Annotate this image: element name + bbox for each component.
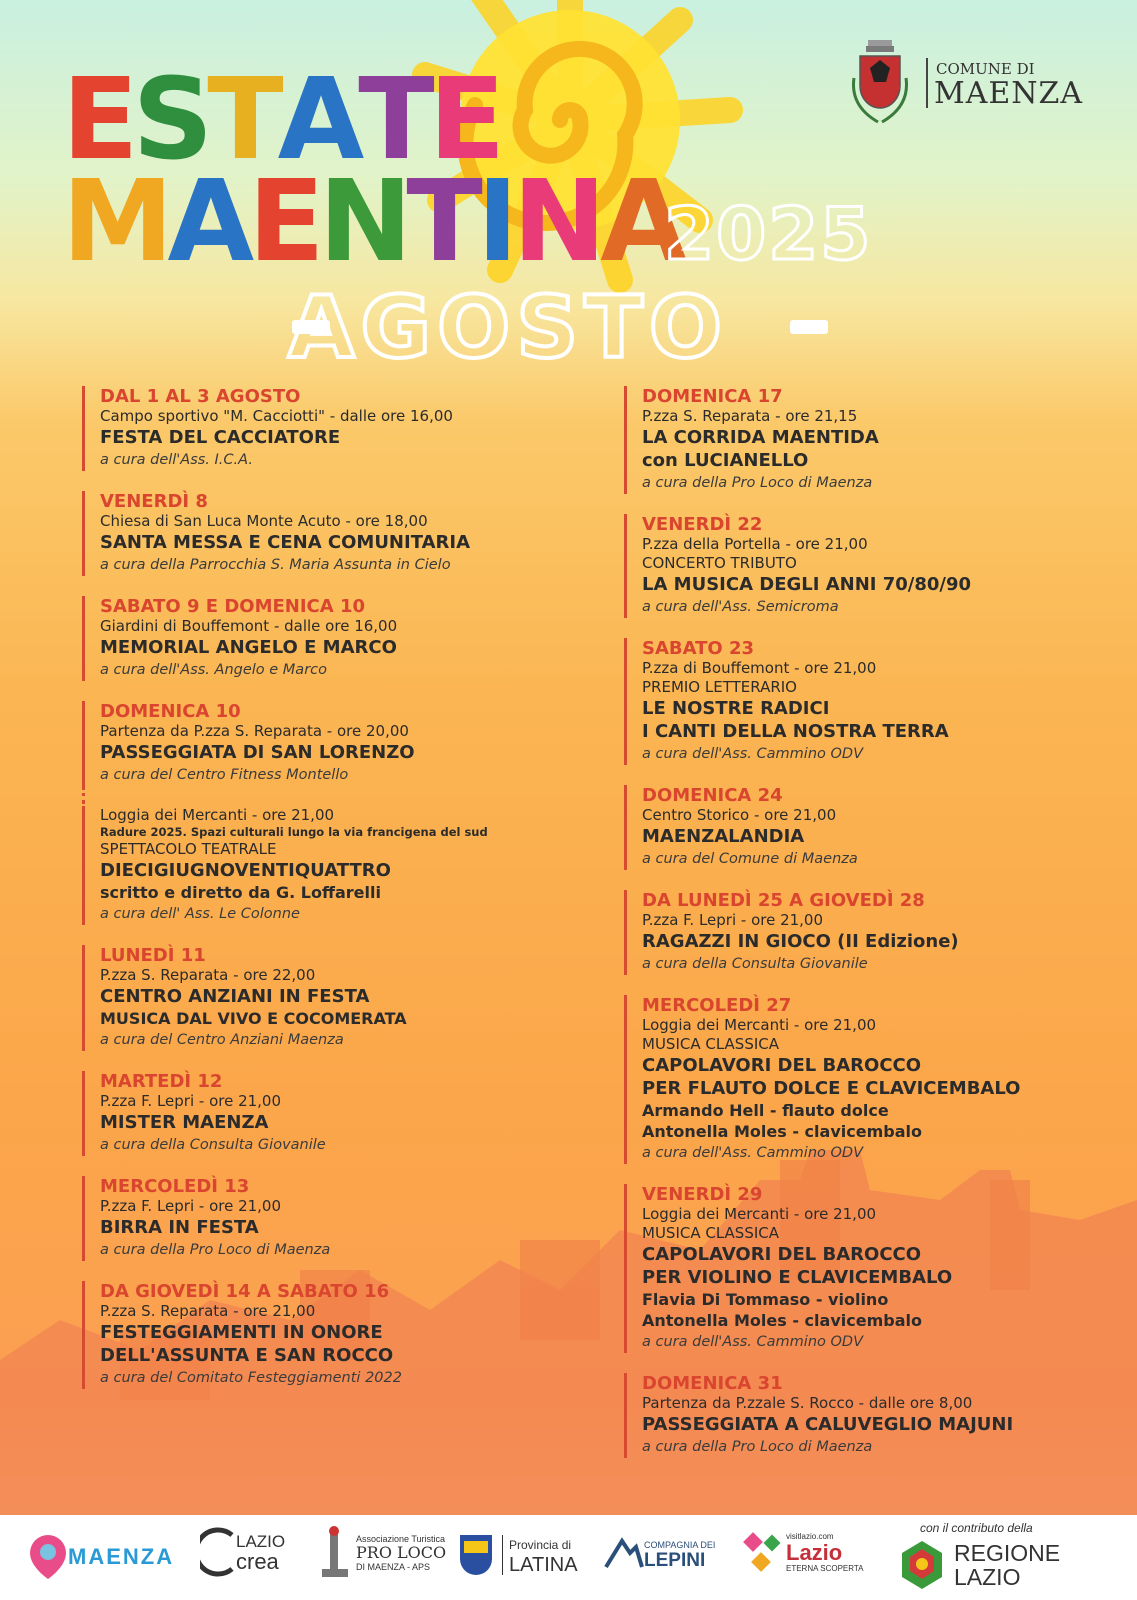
- dash-right: [790, 320, 828, 334]
- lazio-crea-icon: [200, 1527, 236, 1577]
- title-letter: N: [512, 157, 601, 287]
- event-organizer: a cura della Pro Loco di Maenza: [100, 1242, 331, 1258]
- event-title: LA CORRIDA MAENTIDA: [642, 427, 879, 448]
- event-title: RAGAZZI IN GIOCO (II Edizione): [642, 931, 959, 952]
- event-subtitle: scritto e diretto da G. Loffarelli: [100, 883, 381, 902]
- title-letter: E: [428, 55, 500, 185]
- event-place: Loggia dei Mercanti - ore 21,00: [642, 1016, 877, 1034]
- event-place: P.zza S. Reparata - ore 21,15: [642, 407, 858, 425]
- event-organizer: a cura dell'Ass. Cammino ODV: [642, 1334, 863, 1350]
- event-title: FESTA DEL CACCIATORE: [100, 427, 341, 448]
- dotted-connector: [82, 786, 85, 804]
- event-title: PER FLAUTO DOLCE E CLAVICEMBALO: [642, 1078, 1021, 1099]
- comune-name: MAENZA: [934, 76, 1084, 111]
- event-date: SABATO 23: [642, 638, 755, 659]
- event-title: I CANTI DELLA NOSTRA TERRA: [642, 721, 949, 742]
- event-organizer: a cura del Centro Anziani Maenza: [100, 1032, 344, 1048]
- event-subtitle: Antonella Moles - clavicembalo: [642, 1311, 922, 1330]
- event-subtitle: MUSICA DAL VIVO E COCOMERATA: [100, 1009, 407, 1028]
- regione-line2: LAZIO: [954, 1564, 1021, 1590]
- title-letter: T: [406, 157, 477, 287]
- event-organizer: a cura della Pro Loco di Maenza: [642, 1439, 873, 1455]
- event-place: P.zza F. Lepri - ore 21,00: [100, 1092, 282, 1110]
- regione-lazio-logo: [898, 1539, 1060, 1591]
- event-date: VENERDÌ 29: [642, 1184, 763, 1205]
- event-date: VENERDÌ 22: [642, 514, 763, 535]
- event-title: CAPOLAVORI DEL BAROCCO: [642, 1244, 922, 1265]
- event-organizer: a cura della Consulta Giovanile: [642, 956, 868, 972]
- event-item: [624, 514, 1064, 618]
- event-place: Partenza da P.zza S. Reparata - ore 20,00: [100, 722, 409, 740]
- event-title: LA MUSICA DEGLI ANNI 70/80/90: [642, 574, 972, 595]
- event-kind: MUSICA CLASSICA: [642, 1224, 780, 1242]
- maenza-logo: [28, 1533, 174, 1581]
- event-date: DOMENICA 10: [100, 701, 241, 722]
- lazio-crea-line1: LAZIO: [236, 1532, 286, 1551]
- visit-lazio-icon: [742, 1531, 786, 1575]
- provincia-line2: LATINA: [509, 1554, 578, 1576]
- event-item: [82, 1176, 582, 1261]
- visit-lazio-line3: ETERNA SCOPERTA: [786, 1564, 864, 1573]
- event-place: Giardini di Bouffemont - dalle ore 16,00: [100, 617, 398, 635]
- event-date: DA LUNEDÌ 25 A GIOVEDÌ 28: [642, 890, 925, 911]
- lepini-line2: LEPINI: [644, 1550, 706, 1571]
- event-title: DELL'ASSUNTA E SAN ROCCO: [100, 1345, 394, 1366]
- event-place: Loggia dei Mercanti - ore 21,00: [642, 1205, 877, 1223]
- event-item: [82, 806, 582, 925]
- compagnia-lepini-logo: [604, 1533, 715, 1573]
- event-item: [624, 1373, 1064, 1458]
- event-organizer: a cura dell' Ass. Le Colonne: [100, 906, 300, 922]
- event-place: P.zza F. Lepri - ore 21,00: [100, 1197, 282, 1215]
- event-place: Centro Storico - ore 21,00: [642, 806, 837, 824]
- events-right-column: [624, 386, 1064, 1478]
- event-date: DAL 1 AL 3 AGOSTO: [100, 386, 301, 407]
- event-subtitle: Flavia Di Tommaso - violino: [642, 1290, 889, 1309]
- event-item: [624, 785, 1064, 870]
- visit-lazio-line2: Lazio: [786, 1540, 843, 1565]
- event-title: CAPOLAVORI DEL BAROCCO: [642, 1055, 922, 1076]
- event-organizer: a cura del Comitato Festeggiamenti 2022: [100, 1370, 402, 1386]
- event-title: SANTA MESSA E CENA COMUNITARIA: [100, 532, 470, 553]
- event-date: MARTEDÌ 12: [100, 1071, 223, 1092]
- title-letter: A: [167, 157, 249, 287]
- title-maentina: [62, 157, 681, 287]
- event-date: DOMENICA 24: [642, 785, 783, 806]
- sponsor-footer: [0, 1515, 1137, 1600]
- event-item: [82, 945, 582, 1051]
- regione-lazio-crest-icon: [898, 1539, 946, 1591]
- event-item: [82, 491, 582, 576]
- title-letter: S: [132, 55, 208, 185]
- comune-crest-icon: [848, 38, 912, 130]
- event-place: Campo sportivo "M. Cacciotti" - dalle ore 16,00: [100, 407, 453, 425]
- event-item: [82, 1281, 582, 1389]
- event-place: Loggia dei Mercanti - ore 21,00: [100, 806, 335, 824]
- event-title: PASSEGGIATA DI SAN LORENZO: [100, 742, 415, 763]
- provincia-line1: Provincia di: [509, 1538, 572, 1552]
- event-kind: SPETTACOLO TEATRALE: [100, 840, 277, 858]
- month-title: AGOSTO: [288, 278, 728, 378]
- title-letter: I: [476, 157, 513, 287]
- lazio-crea-logo: [200, 1527, 285, 1577]
- event-date: VENERDÌ 8: [100, 491, 208, 512]
- proloco-line3: DI MAENZA - APS: [356, 1562, 431, 1572]
- event-organizer: a cura del Centro Fitness Montello: [100, 767, 349, 783]
- event-date: DOMENICA 31: [642, 1373, 783, 1394]
- event-item: [624, 1184, 1064, 1353]
- maenza-logo-text: MAENZA: [68, 1544, 175, 1569]
- event-place: P.zza S. Reparata - ore 22,00: [100, 966, 316, 984]
- event-place: P.zza S. Reparata - ore 21,00: [100, 1302, 316, 1320]
- event-item: [624, 890, 1064, 975]
- title-letter: E: [248, 157, 319, 287]
- comune-divider: [926, 58, 928, 108]
- event-title: BIRRA IN FESTA: [100, 1217, 259, 1238]
- event-title: CENTRO ANZIANI IN FESTA: [100, 986, 370, 1007]
- year: 2025: [664, 192, 873, 276]
- event-place: P.zza F. Lepri - ore 21,00: [642, 911, 824, 929]
- event-title: MISTER MAENZA: [100, 1112, 269, 1133]
- event-item: [624, 386, 1064, 494]
- event-date: MERCOLEDÌ 13: [100, 1176, 250, 1197]
- visit-lazio-logo: [742, 1529, 864, 1577]
- event-subtitle: Antonella Moles - clavicembalo: [642, 1122, 922, 1141]
- event-subtitle: Armando Hell - flauto dolce: [642, 1101, 889, 1120]
- event-place: P.zza della Portella - ore 21,00: [642, 535, 868, 553]
- event-organizer: a cura del Comune di Maenza: [642, 851, 858, 867]
- proloco-line1: Associazione Turistica: [356, 1534, 446, 1544]
- event-date: DA GIOVEDÌ 14 A SABATO 16: [100, 1281, 390, 1302]
- provincia-latina-logo: [456, 1531, 578, 1579]
- event-organizer: a cura dell'Ass. Semicroma: [642, 599, 839, 615]
- event-item: [82, 596, 582, 681]
- lazio-crea-line2: crea: [236, 1549, 279, 1574]
- event-title: DIECIGIUGNOVENTIQUATTRO: [100, 860, 391, 881]
- event-date: MERCOLEDÌ 27: [642, 995, 792, 1016]
- title-letter: E: [62, 55, 133, 185]
- event-organizer: a cura dell'Ass. Cammino ODV: [642, 746, 863, 762]
- regione-line1: REGIONE: [954, 1540, 1061, 1566]
- lepini-mountain-icon: [604, 1533, 644, 1573]
- event-kind: PREMIO LETTERARIO: [642, 678, 797, 696]
- event-date: LUNEDÌ 11: [100, 945, 206, 966]
- proloco-logo: [316, 1525, 446, 1581]
- event-organizer: a cura della Parrocchia S. Maria Assunta in Cielo: [100, 557, 451, 573]
- lepini-line1: COMPAGNIA DEI: [644, 1540, 716, 1550]
- event-organizer: a cura dell'Ass. Angelo e Marco: [100, 662, 328, 678]
- event-title: FESTEGGIAMENTI IN ONORE: [100, 1322, 383, 1343]
- event-item: [624, 638, 1064, 765]
- proloco-icon: [316, 1525, 356, 1581]
- event-title: con LUCIANELLO: [642, 450, 809, 471]
- comune-label: COMUNE DI: [936, 60, 1035, 78]
- title-letter: T: [207, 55, 278, 185]
- event-title: MAENZALANDIA: [642, 826, 805, 847]
- event-title: LE NOSTRE RADICI: [642, 698, 830, 719]
- event-kind: CONCERTO TRIBUTO: [642, 554, 797, 572]
- event-organizer: a cura dell'Ass. I.C.A.: [100, 452, 253, 468]
- event-item: [82, 701, 582, 786]
- event-title: PASSEGGIATA A CALUVEGLIO MAJUNI: [642, 1414, 1014, 1435]
- title-letter: N: [318, 157, 407, 287]
- event-item: [82, 386, 582, 471]
- title-letter: T: [358, 55, 429, 185]
- contributo-label: con il contributo della: [920, 1521, 1033, 1535]
- proloco-line2: PRO LOCO: [356, 1543, 447, 1562]
- event-kind: MUSICA CLASSICA: [642, 1035, 780, 1053]
- event-item: [624, 995, 1064, 1164]
- event-organizer: a cura dell'Ass. Cammino ODV: [642, 1145, 863, 1161]
- title-letter: A: [600, 157, 681, 287]
- event-title: PER VIOLINO E CLAVICEMBALO: [642, 1267, 953, 1288]
- event-place: Chiesa di San Luca Monte Acuto - ore 18,00: [100, 512, 428, 530]
- event-organizer: a cura della Consulta Giovanile: [100, 1137, 326, 1153]
- events-left-column: [82, 386, 582, 1409]
- event-place: Partenza da P.zzale S. Rocco - dalle ore 8,00: [642, 1394, 973, 1412]
- event-title: MEMORIAL ANGELO E MARCO: [100, 637, 397, 658]
- event-date: DOMENICA 17: [642, 386, 783, 407]
- event-date: SABATO 9 E DOMENICA 10: [100, 596, 366, 617]
- event-place: P.zza di Bouffemont - ore 21,00: [642, 659, 877, 677]
- provincia-crest-icon: [456, 1531, 496, 1579]
- maenza-pin-icon: [28, 1533, 68, 1581]
- event-organizer: a cura della Pro Loco di Maenza: [642, 475, 873, 491]
- title-letter: A: [277, 55, 359, 185]
- title-letter: M: [62, 157, 168, 287]
- event-item: [82, 1071, 582, 1156]
- visit-lazio-line1: visitlazio.com: [786, 1532, 834, 1541]
- event-note: Radure 2025. Spazi culturali lungo la via francigena del sud: [100, 825, 488, 839]
